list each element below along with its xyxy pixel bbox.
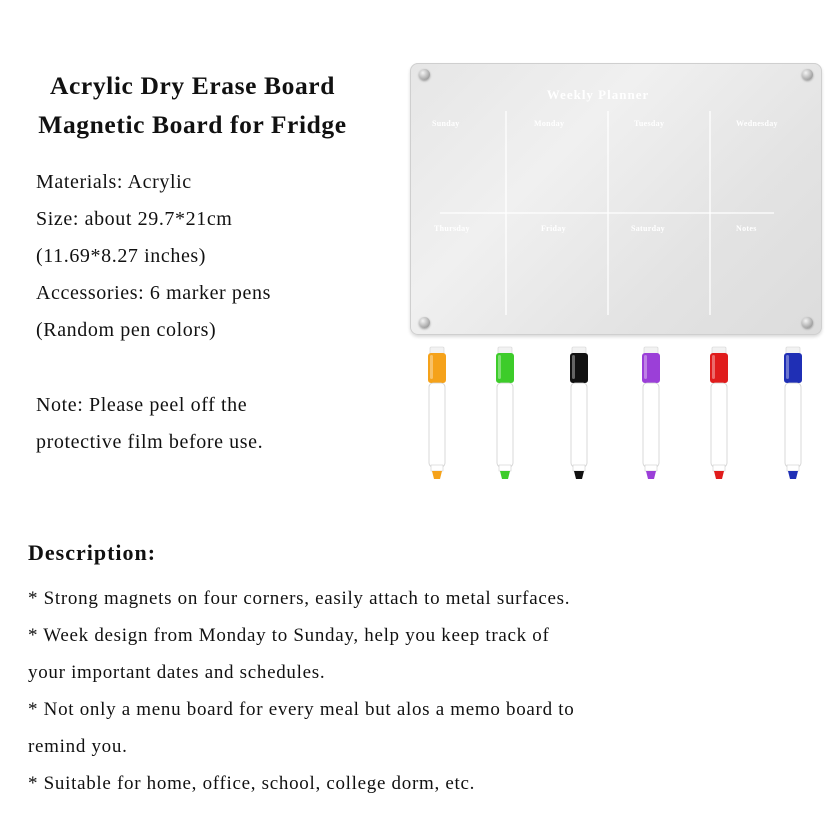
spec-pen-colors: (Random pen colors)	[36, 319, 217, 341]
description-line: * Not only a menu board for every meal but alos a memo board to	[28, 699, 575, 720]
board-day-label: Saturday	[631, 224, 665, 233]
board-day-label: Monday	[534, 119, 565, 128]
board-day-label: Notes	[736, 224, 757, 233]
magnet-screw-icon	[802, 317, 813, 328]
marker-pen-icon	[566, 345, 592, 485]
planner-grid-lines	[410, 63, 822, 335]
description-heading: Description:	[28, 540, 157, 565]
board-day-label: Sunday	[432, 119, 460, 128]
marker-pen-icon	[492, 345, 518, 485]
marker-pen-icon	[424, 345, 450, 485]
specs-list	[36, 164, 396, 349]
note-line1: Note: Please peel off the	[36, 394, 248, 416]
spec-size: Size: about 29.7*21cm	[36, 208, 233, 230]
board-day-label: Tuesday	[634, 119, 665, 128]
product-title	[0, 66, 385, 144]
spec-materials: Materials: Acrylic	[36, 171, 192, 193]
marker-pen-icon	[780, 345, 806, 485]
product-title-line1: Acrylic Dry Erase Board	[49, 71, 336, 100]
magnet-screw-icon	[802, 69, 813, 80]
spec-size-inches: (11.69*8.27 inches)	[36, 245, 207, 267]
description-line: * Week design from Monday to Sunday, help you keep track of	[28, 625, 550, 646]
note	[36, 387, 396, 461]
acrylic-board-image	[410, 63, 822, 335]
description-line: remind you.	[28, 736, 128, 757]
description-line: * Strong magnets on four corners, easily attach to metal surfaces.	[28, 588, 571, 609]
board-day-label: Wednesday	[736, 119, 778, 128]
board-day-label: Friday	[541, 224, 566, 233]
board-title: Weekly Planner	[546, 87, 650, 102]
product-title-line2: Magnetic Board for Fridge	[38, 110, 347, 139]
magnet-screw-icon	[419, 69, 430, 80]
marker-pen-icon	[638, 345, 664, 485]
note-line2: protective film before use.	[36, 431, 264, 453]
spec-accessories: Accessories: 6 marker pens	[36, 282, 271, 304]
description-line: * Suitable for home, office, school, college dorm, etc.	[28, 773, 476, 794]
description-line: your important dates and schedules.	[28, 662, 326, 683]
board-day-label: Thursday	[434, 224, 470, 233]
description-list	[28, 580, 818, 802]
marker-pen-icon	[706, 345, 732, 485]
magnet-screw-icon	[419, 317, 430, 328]
